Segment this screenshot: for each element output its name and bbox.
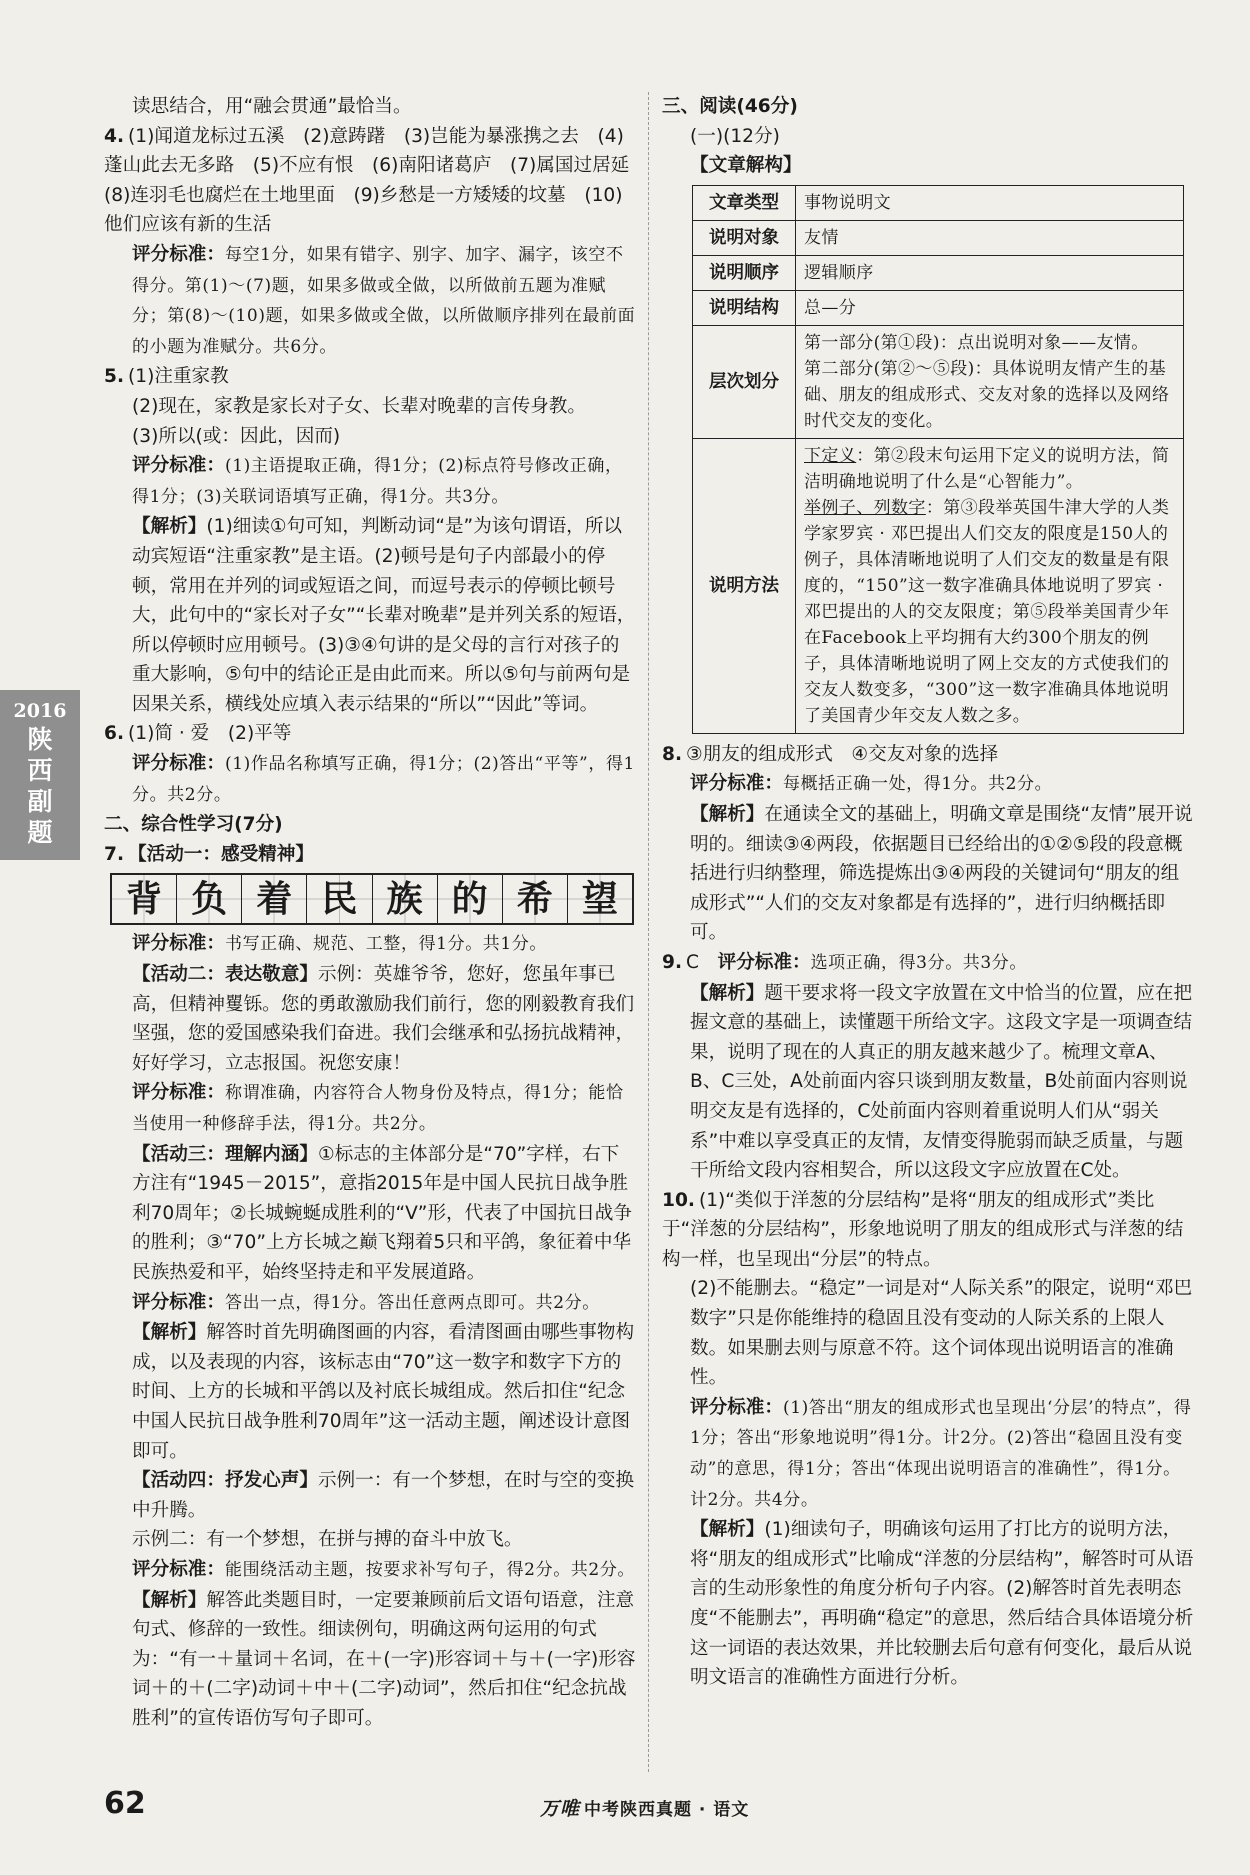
article-analysis-title: 【文章解构】 xyxy=(690,155,802,177)
activity-3-scoring xyxy=(104,1288,636,1319)
table-header-cell: 文章类型 xyxy=(693,185,796,220)
table-value-cell: 逻辑顺序 xyxy=(796,255,1184,290)
grid-char: 民 xyxy=(307,875,372,923)
question-8-answer xyxy=(662,740,1196,770)
scoring-text: 每空1分，如果有错字、别字、加字、漏字，该空不得分。第(1)～(7)题，如果多做或全做，以所做前五题为准赋分；第(8)～(10)题，如果多做或全做，以所做顺序排列在最前面的小题为准赋分。共6分。 xyxy=(132,244,636,357)
method-2-text: ：第③段举英国牛津大学的人类学家罗宾 · 邓巴提出人们交友的限度是150人的例子，具体清晰地说明了人们交友的数量是有限度的，“150”这一数字准确具体地说明了罗宾 · 邓巴提出的人的交友限度；第⑤段举美国青少年在Facebook上平均拥有大约300个朋友的例子，具体清晰地说明了网上交友的方式使我们的交友人数变多，“300”这一数字准确具体地说明了美国青少年交友人数之多。 xyxy=(804,497,1170,726)
activity-4-example-1: 示例一：有一个梦想，在时与空的变换中升腾。 xyxy=(132,1470,635,1521)
question-4-number: 4. xyxy=(104,125,125,147)
analysis-label: 【解析】 xyxy=(690,982,765,1004)
article-analysis-table xyxy=(692,185,1184,734)
scoring-text: 每概括正确一处，得1分。共2分。 xyxy=(782,774,1053,795)
question-5-part2: (2)现在，家教是家长对子女、长辈对晚辈的言传身教。 xyxy=(132,395,586,417)
scoring-label: 评分标准： xyxy=(132,1082,225,1104)
grid-char: 的 xyxy=(438,875,503,923)
question-9-answer xyxy=(662,948,1196,979)
scoring-label: 评分标准： xyxy=(717,951,811,973)
scoring-label: 评分标准： xyxy=(132,243,225,265)
scoring-label: 评分标准： xyxy=(690,1396,783,1418)
scoring-label: 评分标准： xyxy=(132,1558,225,1580)
grid-char: 族 xyxy=(373,875,438,923)
activity-4-example-2: 示例二：有一个梦想，在拼与搏的奋斗中放飞。 xyxy=(132,1529,523,1551)
analysis-text: 解答此类题目时，一定要兼顾前后文语句语意，注意句式、修辞的一致性。细读例句，明确这两句运用的句式为：“有一＋量词＋名词，在＋(一字)形容词＋与＋(一字)形容词＋的＋(二字)动词＋中＋(二字)动词”，然后扣住“纪念抗战胜利”的宣传语仿写句子即可。 xyxy=(132,1589,636,1729)
analysis-label: 【解析】 xyxy=(690,803,765,825)
method-1-name: 下定义 xyxy=(804,445,857,466)
scoring-text: 书写正确、规范、工整，得1分。共1分。 xyxy=(224,934,548,955)
grid-char: 着 xyxy=(242,875,307,923)
grid-char: 背 xyxy=(112,875,177,923)
method-1-text: ：第②段末句运用下定义的说明方法，简洁明确地说明了什么是“心智能力”。 xyxy=(804,445,1170,492)
table-header-cell: 说明对象 xyxy=(693,220,796,255)
table-value-cell: 友情 xyxy=(796,220,1184,255)
method-1 xyxy=(804,443,1175,495)
scoring-text: 称谓准确，内容符合人物身份及特点，得1分；能恰当使用一种修辞手法，得1分。共2分。 xyxy=(132,1083,624,1134)
analysis-text: (1)细读句子，明确该句运用了打比方的说明方法，将“朋友的组成形式”比喻成“洋葱的分层结构”，解答时可从语言的生动形象性的角度分析句子内容。(2)解答时首先表明态度“不能删去”，再明确“稳定”的意思，然后结合具体语境分析这一词语的表达效果，并比较删去后句意有何变化，最后从说明文语言的准确性方面进行分析。 xyxy=(690,1519,1194,1689)
table-row xyxy=(693,438,1184,733)
question-6-text: (1)简 · 爱 (2)平等 xyxy=(128,723,292,745)
question-8-number: 8. xyxy=(662,743,683,765)
page-number: 62 xyxy=(104,1786,146,1821)
table-value-cell xyxy=(796,438,1184,733)
activity-3-analysis xyxy=(104,1318,636,1466)
scoring-label: 评分标准： xyxy=(132,933,225,955)
table-header-cell: 层次划分 xyxy=(693,325,796,438)
grid-char: 望 xyxy=(568,875,632,923)
scoring-label: 评分标准： xyxy=(132,1291,225,1313)
activity-4-scoring xyxy=(104,1555,636,1586)
scoring-label: 评分标准： xyxy=(132,455,225,477)
side-tab-label: 陕西副题 xyxy=(27,725,53,847)
question-10-part1: (1)“类似于洋葱的分层结构”是将“朋友的组成形式”类比于“洋葱的分层结构”，形象地说明了朋友的组成形式与洋葱的结构一样，也呈现出“分层”的特点。 xyxy=(662,1189,1184,1270)
table-row xyxy=(693,290,1184,325)
activity-1-label: 【活动一：感受精神】 xyxy=(128,843,314,865)
activity-3-label: 【活动三：理解内涵】 xyxy=(132,1143,318,1165)
table-row xyxy=(693,255,1184,290)
question-10-analysis xyxy=(662,1515,1196,1693)
scoring-label: 评分标准： xyxy=(690,773,783,795)
right-column xyxy=(662,92,1196,1693)
analysis-label: 【解析】 xyxy=(132,1322,207,1344)
grid-char: 希 xyxy=(503,875,568,923)
analysis-text: 题干要求将一段文字放置在文中恰当的位置，应在把握文意的基础上，读懂题干所给文字。这段文字是一项调查结果，说明了现在的人真正的朋友越来越少了。梳理文章A、B、C三处，A处前面内容只谈到朋友数量，B处前面内容则说明交友是有选择的，C处前面内容则着重说明人们从“弱关系”中难以享受真正的友情，友情变得脆弱而缺乏质量，与题干所给文段内容相契合，所以这段文字应放置在C处。 xyxy=(690,982,1193,1182)
question-9-analysis xyxy=(662,979,1196,1186)
question-4-scoring xyxy=(104,240,636,362)
question-5-part1: (1)注重家教 xyxy=(128,366,229,388)
activity-3 xyxy=(104,1140,636,1288)
grid-char: 负 xyxy=(177,875,242,923)
scoring-text: 选项正确，得3分。共3分。 xyxy=(810,952,1028,973)
question-9-text: C xyxy=(686,951,718,973)
scoring-text: (1)主语提取正确，得1分；(2)标点符号修改正确，得1分；(3)关联词语填写正确，得1分。共3分。 xyxy=(132,456,623,507)
table-value-cell: 事物说明文 xyxy=(796,185,1184,220)
question-9-number: 9. xyxy=(662,951,683,973)
analysis-text: 在通读全文的基础上，明确文章是围绕“友情”展开说明的。细读③④两段，依据题目已经给出的①②⑤段的段意概括进行归纳整理，筛选提炼出③④两段的关键词句“朋友的组成形式”“人们的交友对象都是有选择的”，进行归纳概括即可。 xyxy=(690,803,1193,944)
question-6-answer xyxy=(104,719,636,749)
method-2-name: 举例子、列数字 xyxy=(804,497,926,518)
brand-logo: 万唯 xyxy=(540,1798,581,1820)
analysis-label: 【解析】 xyxy=(132,1589,207,1611)
question-7-activity-1 xyxy=(104,840,636,870)
question-4-text: (1)闻道龙标过五溪 (2)意踌躇 (3)岂能为暴涨携之去 (4)蓬山此去无多路 (5)不应有恨 (6)南阳诸葛庐 (7)属国过居延 (8)连羽毛也腐烂在土地里面 (9)乡愁是一方矮矮的坟墓 (10)他们应该有新的生活 xyxy=(104,125,648,236)
side-tab-year: 2016 xyxy=(13,700,67,722)
question-6-scoring xyxy=(104,749,636,810)
question-5-number: 5. xyxy=(104,366,125,388)
question-10-answer xyxy=(662,1186,1196,1275)
question-7-number: 7. xyxy=(104,843,125,865)
side-tab xyxy=(0,690,80,860)
scoring-label: 评分标准： xyxy=(132,753,225,775)
question-6-number: 6. xyxy=(104,723,125,745)
book-title: 中考陕西真题 · 语文 xyxy=(584,1800,750,1820)
section-2-heading: 二、综合性学习(7分) xyxy=(104,814,283,836)
activity-4-analysis xyxy=(104,1586,636,1734)
column-divider xyxy=(648,92,649,1772)
table-header-cell: 说明结构 xyxy=(693,290,796,325)
question-8-scoring xyxy=(662,769,1196,800)
analysis-label: 【解析】 xyxy=(690,1519,765,1541)
question-4-answer xyxy=(104,122,648,240)
activity-2 xyxy=(104,960,636,1078)
method-2 xyxy=(804,495,1175,729)
activity-4-label: 【活动四：抒发心声】 xyxy=(132,1470,318,1492)
analysis-text: 解答时首先明确图画的内容，看清图画由哪些事物构成，以及表现的内容，该标志由“70”这一数字和数字下方的时间、上方的长城和平鸽以及衬底长城组成。然后扣住“纪念中国人民抗日战争胜利70周年”这一活动主题，阐述设计意图即可。 xyxy=(132,1322,635,1462)
reading-part-1-heading: (一)(12分) xyxy=(690,125,780,147)
activity-2-scoring xyxy=(104,1078,636,1139)
question-5-answer xyxy=(104,362,636,392)
scoring-text: 答出一点，得1分。答出任意两点即可。共2分。 xyxy=(224,1292,600,1313)
activity-3-text: ①标志的主体部分是“70”字样，右下方注有“1945－2015”，意指2015年是中国人民抗日战争胜利70周年；②长城蜿蜒成胜利的“V”形，代表了中国抗日战争的胜利；③“70”上方长城之巅飞翔着5只和平鸽，象征着中华民族热爱和平，始终坚持走和平发展道路。 xyxy=(132,1143,632,1283)
activity-1-scoring xyxy=(104,929,636,960)
question-10-number: 10. xyxy=(662,1189,695,1211)
level-part-2: 第二部分(第②～⑤段)：具体说明友情产生的基础、朋友的组成形式、交友对象的选择以及网络时代交友的变化。 xyxy=(804,358,1170,431)
left-column xyxy=(104,92,648,1733)
activity-2-text: 示例：英雄爷爷，您好，您虽年事已高，但精神矍铄。您的勇敢激励我们前行，您的刚毅教育我们坚强，您的爱国感染我们奋进。我们会继承和弘扬抗战精神，好好学习，立志报国。祝您安康！ xyxy=(132,964,635,1074)
table-row xyxy=(693,220,1184,255)
analysis-label: 【解析】 xyxy=(132,516,207,538)
question-8-text: ③朋友的组成形式 ④交友对象的选择 xyxy=(686,743,999,765)
section-3-heading: 三、阅读(46分) xyxy=(662,96,798,117)
analysis-text: (1)细读①句可知，判断动词“是”为该句谓语，所以动宾短语“注重家教”是主语。(2)顿号是句子内部最小的停顿，常用在并列的词或短语之间，而逗号表示的停顿比顿号大，此句中的“家长对子女”“长辈对晚辈”是并列关系的短语，所以停顿时应用顿号。(3)③④句讲的是父母的言行对孩子的重大影响，⑤句中的结论正是由此而来。所以⑤句与前两句是因果关系，横线处应填入表示结果的“所以”“因此”等词。 xyxy=(132,516,636,715)
question-5-scoring xyxy=(104,451,636,512)
table-header-cell: 说明方法 xyxy=(693,438,796,733)
footer-title xyxy=(540,1794,749,1821)
level-part-1: 第一部分(第①段)：点出说明对象——友情。 xyxy=(804,332,1149,353)
question-5-analysis xyxy=(104,512,636,719)
table-value-cell: 总—分 xyxy=(796,290,1184,325)
table-value-cell xyxy=(796,325,1184,438)
question-8-analysis xyxy=(662,800,1196,948)
table-row xyxy=(693,185,1184,220)
scoring-text: (1)作品名称填写正确，得1分；(2)答出“平等”，得1分。共2分。 xyxy=(132,754,635,805)
activity-2-label: 【活动二：表达敬意】 xyxy=(132,964,318,986)
question-10-part2: (2)不能删去。“稳定”一词是对“人际关系”的限定，说明“邓巴数字”只是你能维持的稳固且没有变动的人际关系的上限人数。如果删去则与原意不符。这个词体现出说明语言的准确性。 xyxy=(690,1278,1193,1389)
table-row xyxy=(693,325,1184,438)
scoring-text: 能围绕活动主题，按要求补写句子，得2分。共2分。 xyxy=(224,1559,636,1580)
table-header-cell: 说明顺序 xyxy=(693,255,796,290)
scoring-text: (1)答出“朋友的组成形式也呈现出‘分层’的特点”，得1分；答出“形象地说明”得1分。计2分。(2)答出“稳固且没有变动”的意思，得1分；答出“体现出说明语言的准确性”，得1分。计2分。共4分。 xyxy=(690,1397,1192,1510)
question-5-part3: (3)所以(或：因此，因而) xyxy=(132,425,341,447)
q3-continuation: 读思结合，用“融会贯通”最恰当。 xyxy=(132,96,412,117)
question-10-scoring xyxy=(662,1393,1196,1515)
activity-4 xyxy=(104,1466,636,1525)
calligraphy-grid xyxy=(110,873,634,925)
